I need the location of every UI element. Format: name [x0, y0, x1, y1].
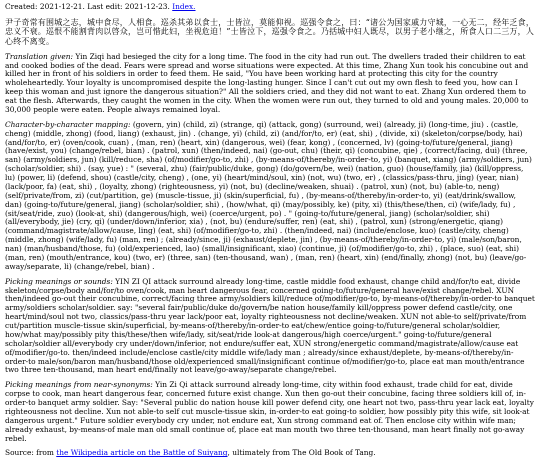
translation-paragraph — [5, 53, 535, 115]
source-suffix: , ultimately from The Old Book of Tang. — [227, 448, 376, 458]
mapping-label: Character-by-character mapping: — [5, 119, 131, 129]
translation-label: Translation given: — [5, 51, 73, 61]
source-prefix: Source: from — [5, 448, 54, 458]
index-link[interactable]: Index. — [172, 2, 196, 11]
near-synonyms-paragraph — [5, 381, 535, 443]
chinese-original-text: 尹子奇常有围城之志，城中食尽，人相食。巡杀其弟以食士，士皆泣，莫能仰视。巡强令食之，曰：“诸公为国家戚力守城，一心无二，经年乏食，忠义不衰。巡恨不能割背肉以啓众，岂可惜此妇，坐视危迫！”士皆泣下，巡强令食之。乃括城中妇人既尽，以男子老小继之，所食人口二三万，人心终不离变。 — [5, 17, 535, 47]
created-date: Created: 2021-12-21. Last edit: 2021-12-23. — [5, 2, 170, 11]
wikipedia-link[interactable]: the Wikipedia article on the Battle of Suiyang — [56, 448, 228, 458]
near-synonyms-label: Picking meanings from near-synonyms: — [5, 380, 153, 390]
picking-sounds-paragraph — [5, 278, 535, 376]
source-paragraph — [5, 449, 535, 458]
mapping-paragraph — [5, 121, 535, 272]
near-synonyms-text: Yin Zi Qi attack surround already long-time, city within food exhaust, trade child for eat, divide corpse to cook, man heart dangerous fear, concerned future exist change. Xun then go-out their concubine, facing three soldiers kill of, in-order-to banquet army soldier. Say: "Several public do nation house kill power defend city, one heart not two, pass-thru year lack eat, loyalty righteousness not decline. Xun not able-to self cut muscle-tissue skin, in-order-to eat going-to soldier, how possibly pity this wife, sit look-at dangerous urgent." Future soldier everybody cry under, not endure eat, Xun strong command eat of. Then enclose city within wife man; already exhaust, by-means-of male man old small continue of, place eat man mouth two three ten-thousand, man heart finally not go-away rebel. — [5, 380, 534, 443]
translation-text: Yin Ziqi had besieged the city for a long time. The food in the city had run out. The dwellers traded their children to eat and cooked bodies of the dead. Fears were spread and worse situations were expected. At this time, Zhang Xun took his concubine out and killed her in front of his soldiers in order to feed them. He said, "You have been working hard at protecting this city for the country wholeheartedly. Your loyalty is uncompromised despite the long-lasting hunger. Since I can't cut out my own flesh to feed you, how can I keep this woman and just ignore the dangerous situation?" All the soldiers cried, and they did not want to eat. Zhang Xun ordered them to eat the flesh. Afterwards, they caught the women in the city. When the women were run out, they turned to old and young males. 20,000 to 30,000 people were eaten. People always remained loyal. — [5, 51, 529, 114]
picking-sounds-label: Picking meanings or sounds: — [5, 276, 113, 286]
mapping-text: (govern, yin) (child, zi) (strange, qi) (attack, gong) (surround, wei) (already, ji) (long-time, jiu) . (castle, cheng) (middle, zhong) (food, liang) (exhaust, jin) . (change, yi) (child, zi) (and/for/to, er) (eat, shi) , (divide, xi) (skeleton/corpse/body, hai) (and/for/to, er) (oven/cook, cuan) , (man, ren) (heart, xin) (dangerous, wei) (fear, kong) , (concerned, lv) (going-to/future/general, jiang) (have/exist, you) (change/rebel, bian) . (patrol, xun) (then/indeed, nai) (go-out, chu) (their, qi) (concubine, qie) , (correct/facing, dui) (three, san) (army/soldiers, jun) (kill/reduce, sha) (of/modifier/go-to, zhi) , (by-means-of/thereby/in-order-to, yi) (banquet, xiang) (army/soldiers, jun) (scholar/soldier, shi) . (say, yue) : " (several, zhu) (fair/public/duke, gong) (do/govern/be, wei) (nation, guo) (house/family, jia) (kill/oppress, lu) (power, li) (defend, shou) (castle/city, cheng) , (one, yi) (heart/mind/soul, xin) (not, wu) (two, er) , (classics/pass-thru, jing) (year, nian) (lack/poor, fa) (eat, shi) , (loyalty, zhong) (righteousness, yi) (not, bu) (decline/weaken, shuai) . (patrol, xun) (not, bu) (able-to, neng) (self/private/from, zi) (cut/partition, ge) (muscle-tissue, ji) (skin/superficial, fu) , (by-means-of/thereby/in-order-to, yi) (eat/drink/swallow, dan) (going-to/future/general, jiang) (scholar/soldier, shi) , (how/what, qi) (may/possibly, ke) (pity, xi) (this/these/then, ci) (wife/lady, fu) , (sit/seat/ride, zuo) (look-at, shi) (dangerous/high, wei) (coerce/urgent, po) . " (going-to/future/general, jiang) (scholar/soldier, shi) (all/everybody, jie) (cry, qi) (under/down/inferior, xia) , (not, bu) (endure/suffer, ren) (eat, shi) , (patrol, xun) (strong/energetic, qiang) (command/magistrate/allow/cause, ling) (eat, shi) (of/modifier/go-to, zhi) . (then/indeed, nai) (include/enclose, kuo) (castle/city, cheng) (middle, zhong) (wife/lady, fu) (man, ren) ; (already/since, ji) (exhaust/deplete, jin) , (by-means-of/thereby/in-order-to, yi) (male/son/baron, nan) (man/husband/those, fu) (old/experienced, lao) (small/insignificant, xiao) (continue, ji) (of/modifier/go-to, zhi) , (place, suo) (eat, shi) (man, ren) (mouth/entrance, kou) (two, er) (three, san) (ten-thousand, wan) , (man, ren) (heart, xin) (end/finally, zhong) (not, bu) (leave/go-away/separate, li) (change/rebel, bian) . — [5, 119, 532, 271]
picking-sounds-text: YIN ZI QI attack surround already long-time, castle middle food exhaust, change child and/for/to eat, divide skeleton/corpse/body and/for/to oven/cook, man heart dangerous fear, concerned going-to/future/general have/exist change/rebel. XUN then/indeed go-out their concubine, correct/facing three army/soldiers kill/reduce of/modifier/go-to, by-means-of/thereby/in-order-to banquet army/soldiers scholar/soldier. say: "several fair/public/duke do/govern/be nation house/family kill/oppress power defend castle/city, one heart/mind/soul not two, classics/pass-thru year lack/poor eat, loyalty righteousness not decline/weaken. XUN not able-to self/private/from cut/partition muscle-tissue skin/superficial, by-means-of/thereby/in-order-to eat/chew/entice going-to/future/general scholar/soldier, how/what may/possibly pity this/these/then wife/lady, sit/seat/ride look-at dangerous/high coerce/urgent." going-to/future/general scholar/soldier all/everybody cry under/down/inferior, not endure/suffer eat, XUN strong/energetic command/magistrate/allow/cause eat of/modifier/go-to. then/indeed include/enclose castle/city middle wife/lady man ; already/since exhaust/deplete, by-means-of/thereby/in-order-to male/son/baron man/husband/those old/experienced small/insignificant continue of/modifier/go-to, place eat man mouth/entrance two three ten-thousand, man heart end/finally not leave/go-away/separate change/rebel. — [5, 276, 535, 375]
page-meta — [5, 3, 535, 12]
